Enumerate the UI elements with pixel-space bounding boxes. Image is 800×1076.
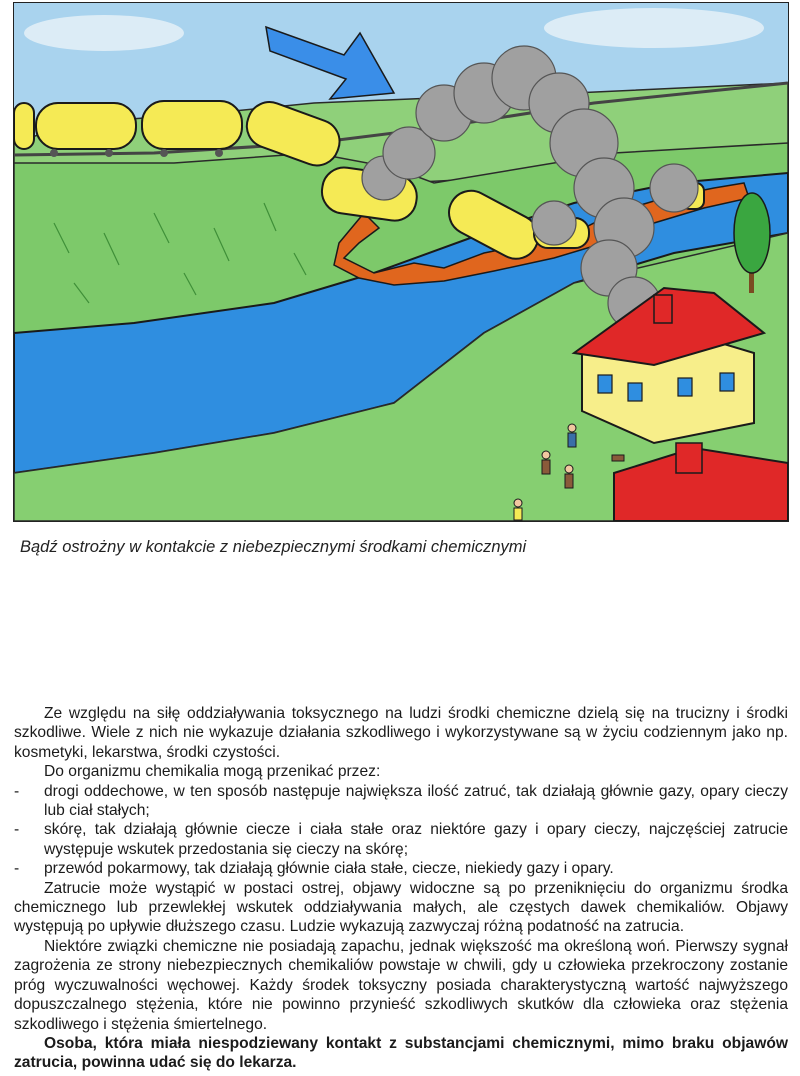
list-item	[14, 782, 788, 821]
paragraph: Niektóre związki chemiczne nie posiadają zapachu, jednak większość ma określoną woń. Pierwszy sygnał zagrożenia ze strony niebezpiecznych chemikaliów powstaje w chwili, gdy u człowieka przekroczony zostanie próg wyczuwalności węchowej. Każdy środek toksyczny posiada charakterystyczną wartość najwyższego dopuszczalnego stężenia, które nie powinno przynieść szkodliwych skutków dla człowieka oraz stężenia szkodliwego i stężenia śmiertelnego.	[14, 937, 788, 1033]
list-item	[14, 859, 788, 878]
illustration-caption: Bądź ostrożny w kontakcie z niebezpiecznymi środkami chemicznymi	[20, 538, 527, 556]
chimney-2	[676, 443, 702, 473]
list-dash: -	[14, 821, 20, 839]
paragraph: Do organizmu chemikalia mogą przenikać przez:	[44, 763, 381, 781]
tree	[734, 193, 770, 273]
list-dash: -	[14, 782, 20, 800]
list-item-text: przewód pokarmowy, tak działają głównie ciała stałe, ciecze, niekiedy gazy i opary.	[44, 860, 614, 878]
cloud	[544, 8, 764, 48]
scene-svg	[14, 3, 788, 521]
list-item-text: skórę, tak działają głównie ciecze i ciała stałe oraz niektóre gazy i opary cieczy, najczęściej zatrucie występuje wskutek przedostania się cieczy na skórę;	[44, 821, 788, 858]
chimney	[654, 295, 672, 323]
paragraph: Ze względu na siłę oddziaływania toksycznego na ludzi środki chemiczne dzielą się na trucizny i środki szkodliwe. Wiele z nich nie wykazuje działania szkodliwego i wykorzystywane są w życiu codziennym jako np. kosmetyki, lekarstwa, środki czystości.	[14, 705, 788, 761]
body-text	[14, 704, 788, 1073]
list-dash: -	[14, 860, 20, 878]
paragraph: Zatrucie może wystąpić w postaci ostrej, objawy widoczne są po przeniknięciu do organizmu środka chemicznego lub przewlekłej wskutek oddziaływania małych, ale częstych dawek chemikaliów. Objawy występują po upływie dłuższego czasu. Ludzie wykazują zazwyczaj różną podatność na zatrucia.	[14, 879, 788, 936]
list-item	[14, 820, 788, 859]
chemical-accident-illustration	[13, 2, 789, 522]
cloud	[24, 15, 184, 51]
exposure-routes-list	[14, 782, 788, 879]
warning-paragraph: Osoba, która miała niespodziewany kontakt z substancjami chemicznymi, mimo braku objawów zatrucia, powinna udać się do lekarza.	[14, 1034, 788, 1072]
list-item-text: drogi oddechowe, w ten sposób następuje największa ilość zatruć, tak działają głównie gazy, opary cieczy lub ciał stałych;	[44, 782, 788, 820]
